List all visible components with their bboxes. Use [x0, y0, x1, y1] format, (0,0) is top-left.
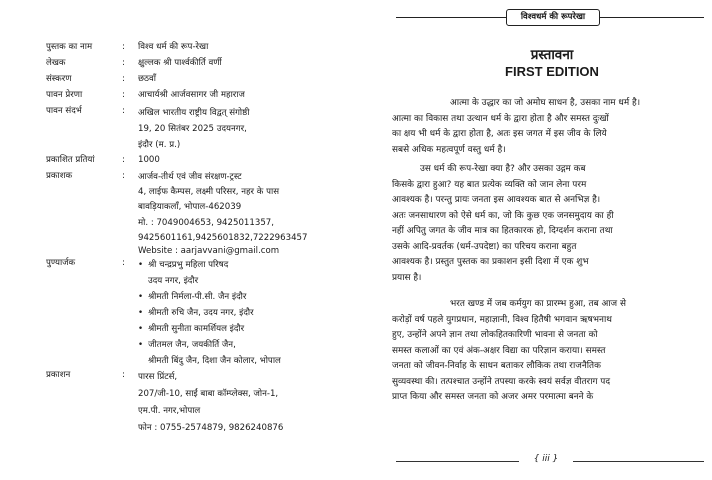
printer-line: फोन : 0755-2574879, 9826240876: [138, 423, 284, 433]
preface-page: [392, 0, 712, 480]
paragraph-line: हुए, उन्होंने अपने ज्ञान तथा लोकहितकारिणी भावना से जनता को: [392, 330, 598, 340]
publisher-line: 9425601161,9425601832,7222963457: [138, 233, 308, 243]
donors-label: पुण्यार्जक: [46, 258, 76, 268]
printer-line: पारस प्रिंटर्स,: [138, 372, 178, 382]
edition-value: छठवाँ: [138, 74, 157, 84]
paragraph-line: समस्त कलाओं का एवं अंक-अक्षर विद्या का परिज्ञान कराया। समस्त: [392, 345, 606, 356]
donor-item-continued: श्रीमती बिंदु जैन, दिशा जैन कोलार, भोपाल: [148, 356, 281, 366]
paragraph-line: का क्षय भी धर्म के द्वारा होता है, अतः इस जगत में इस जीव के लिये: [392, 129, 607, 139]
inspiration-label: पावन प्रेरणा: [46, 90, 83, 100]
paragraph-line: उस धर्म की रूप-रेखा क्या है? और उसका उद्गम कब: [420, 164, 586, 174]
paragraph-line: नहीं अपितु जगत के जीव मात्र का हितकारक हो, दिग्दर्शन कराना तथा: [392, 226, 613, 236]
author-value: क्षुल्लक श्री पार्श्वकीर्ति वर्णी: [138, 58, 222, 68]
colon: :: [122, 42, 125, 52]
colon: :: [122, 74, 125, 84]
preface-subtitle: FIRST EDITION: [505, 64, 599, 79]
paragraph-line: भरत खण्ड में जब कर्मयुग का प्रारम्भ हुआ, तब आज से: [450, 299, 626, 309]
occasion-line: अखिल भारतीय राष्ट्रीय विद्वत् संगोष्ठी: [138, 108, 250, 118]
header-rule-right: [592, 17, 704, 18]
edition-label: संस्करण: [46, 74, 72, 84]
preface-paragraph: [392, 297, 666, 406]
paragraph-line: उसके आदि-प्रवर्तक (धर्म-उपदेष्टा) का परिचय कराना बहुत: [392, 241, 577, 252]
copies-label: प्रकाशित प्रतियां: [46, 155, 95, 165]
donors-value: [138, 257, 281, 369]
copies-value: 1000: [138, 155, 160, 165]
colon: :: [122, 370, 125, 380]
printer-line: एम.पी. नगर,भोपाल: [138, 406, 201, 416]
publisher-line: आर्जव-तीर्थ एवं जीव संरक्षण-ट्रस्ट: [138, 172, 242, 182]
donor-item: • श्रीमती निर्मला-पी.सी. जैन इंदौर: [138, 289, 281, 305]
donor-item: • श्री चन्द्रप्रभु महिला परिषद: [138, 257, 281, 273]
paragraph-line: जनता को जीवन-निर्वाह के साधन बताकर लौकिक तथा राजनैतिक: [392, 361, 601, 371]
publisher-label: प्रकाशक: [46, 171, 73, 181]
book-name-label: पुस्तक का नाम: [46, 42, 93, 52]
paragraph-line: किसके द्वारा हुआ? यह बात प्रत्येक व्यक्ति को जान लेना परम: [392, 179, 587, 190]
colon: :: [122, 58, 125, 68]
occasion-value: [138, 105, 249, 153]
colon: :: [122, 171, 125, 181]
publisher-line: बावड़ियाकलाँ, भोपाल-462039: [138, 202, 242, 212]
preface-paragraph: [392, 162, 666, 286]
paragraph-line: करोड़ों वर्ष पहले युगप्रधान, महाज्ञानी, विश्व हितैषी भगवान ऋषभनाथ: [392, 314, 612, 325]
colon: :: [122, 258, 125, 268]
page-number: { iii }: [519, 454, 573, 464]
printer-value: [138, 369, 283, 437]
paragraph-line: आत्मा का विकास तथा उत्थान धर्म के द्वारा होता है और समस्त दुःखों: [392, 113, 609, 124]
publisher-value: [138, 170, 308, 258]
colon: :: [122, 155, 125, 165]
paragraph-line: आवश्यक है। परन्तु प्रायः जनता इस आवश्यक बात से अनभिज्ञ है।: [392, 195, 601, 205]
header-rule-left: [396, 17, 512, 18]
printer-label: प्रकाशन: [46, 370, 71, 380]
occasion-label: पावन संदर्भ: [46, 106, 82, 116]
preface-paragraph: [392, 96, 666, 158]
paragraph-line: आत्मा के उद्धार का जो अमोघ साधन है, उसका नाम धर्म है।: [450, 98, 641, 108]
paragraph-line: प्राप्त किया और समस्त जनता को अजर अमर परमात्मा बनने के: [392, 392, 594, 402]
paragraph-line: आवश्यक है। प्रस्तुत पुस्तक का प्रकाशन इसी दिशा में एक शुभ: [392, 257, 589, 267]
publisher-line: मो. : 7049004653, 9425011357,: [138, 218, 275, 228]
inspiration-value: आचार्यश्री आर्जवसागर जी महाराज: [138, 90, 245, 100]
occasion-line: इंदौर (म. प्र.): [138, 140, 181, 150]
preface-title: प्रस्तावना: [530, 47, 574, 63]
donor-item: • जीतमल जैन, जयकीर्ति जैन,: [138, 337, 281, 353]
publisher-line: 4, लाईफ कैम्पस, लक्ष्मी परिसर, नहर के पास: [138, 187, 280, 197]
book-name-value: विश्व धर्म की रूप-रेखा: [138, 42, 209, 52]
colon: :: [122, 90, 125, 100]
paragraph-line: सबसे अधिक महत्वपूर्ण वस्तु धर्म है।: [392, 144, 506, 155]
colon: :: [122, 106, 125, 116]
paragraph-line: सुव्यवस्था की। तत्पश्चात उन्होंने तपस्या करके स्वयं सर्वज्ञ वीतराग पद: [392, 376, 611, 387]
author-label: लेखक: [46, 58, 66, 68]
donor-item: • श्रीमती रुचि जैन, उदय नगर, इंदौर: [138, 305, 281, 321]
paragraph-line: प्रयास है।: [392, 272, 422, 283]
running-header: विश्वधर्म की रूपरेखा: [506, 9, 600, 26]
printer-line: 207/जी-10, साईं बाबा कॉम्प्लेक्स, जोन-1,: [138, 389, 279, 399]
occasion-line: 19, 20 सितंबर 2025 उदयनगर,: [138, 124, 247, 134]
donor-item: • श्रीमती सुनीता कामर्शियल इंदौर: [138, 321, 281, 337]
donor-item-continued: उदय नगर, इंदौर: [148, 276, 199, 286]
paragraph-line: अतः जनसाधारण को ऐसे धर्म का, जो कि कुछ एक जनसमुदाय का ही: [392, 210, 614, 221]
publisher-email: Website : aarjavvani@gmail.com: [138, 246, 280, 256]
